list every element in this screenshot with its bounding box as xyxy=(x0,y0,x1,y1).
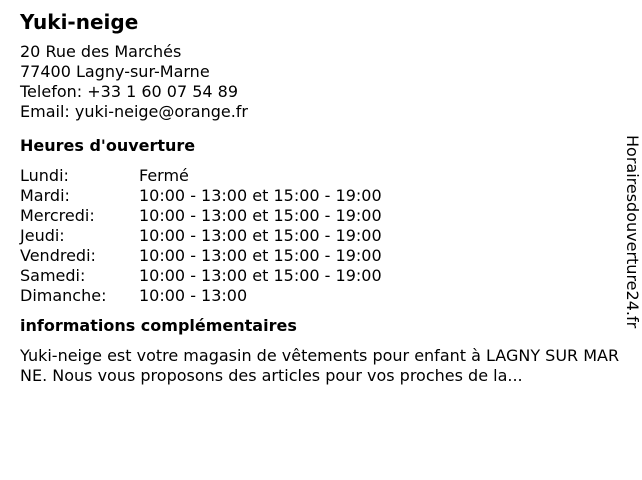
shop-name: Yuki-neige xyxy=(20,10,139,34)
hours-day: Mardi: xyxy=(20,186,70,205)
hours-day: Lundi: xyxy=(20,166,69,185)
address-street: 20 Rue des Marchés xyxy=(20,42,182,61)
site-watermark: Horairesdouverture24.fr xyxy=(623,135,642,329)
email-address: Email: yuki-neige@orange.fr xyxy=(20,102,248,121)
info-title: informations complémentaires xyxy=(20,316,297,335)
address-city: 77400 Lagny-sur-Marne xyxy=(20,62,210,81)
hours-row-vendredi xyxy=(20,246,610,266)
hours-time: 10:00 - 13:00 et 15:00 - 19:00 xyxy=(139,266,382,285)
shop-card xyxy=(20,10,620,386)
shop-description: Yuki-neige est votre magasin de vêtements pour enfant à LAGNY SUR MARNE. Nous vous proposons des articles pour vos proches de la... xyxy=(20,346,620,385)
hours-day: Jeudi: xyxy=(20,226,65,245)
hours-day: Vendredi: xyxy=(20,246,96,265)
hours-day: Dimanche: xyxy=(20,286,107,305)
hours-time: 10:00 - 13:00 et 15:00 - 19:00 xyxy=(139,226,382,245)
hours-day: Mercredi: xyxy=(20,206,95,225)
hours-row-lundi xyxy=(20,166,610,186)
hours-row-mercredi xyxy=(20,206,610,226)
hours-time: 10:00 - 13:00 et 15:00 - 19:00 xyxy=(139,246,382,265)
hours-time: Fermé xyxy=(139,166,189,185)
hours-time: 10:00 - 13:00 et 15:00 - 19:00 xyxy=(139,206,382,225)
hours-table xyxy=(20,166,610,306)
hours-row-samedi xyxy=(20,266,610,286)
phone-number: Telefon: +33 1 60 07 54 89 xyxy=(20,82,239,101)
hours-row-dimanche xyxy=(20,286,610,306)
hours-row-mardi xyxy=(20,186,610,206)
hours-day: Samedi: xyxy=(20,266,86,285)
hours-row-jeudi xyxy=(20,226,610,246)
hours-time: 10:00 - 13:00 et 15:00 - 19:00 xyxy=(139,186,382,205)
hours-time: 10:00 - 13:00 xyxy=(139,286,248,305)
hours-title: Heures d'ouverture xyxy=(20,136,196,155)
